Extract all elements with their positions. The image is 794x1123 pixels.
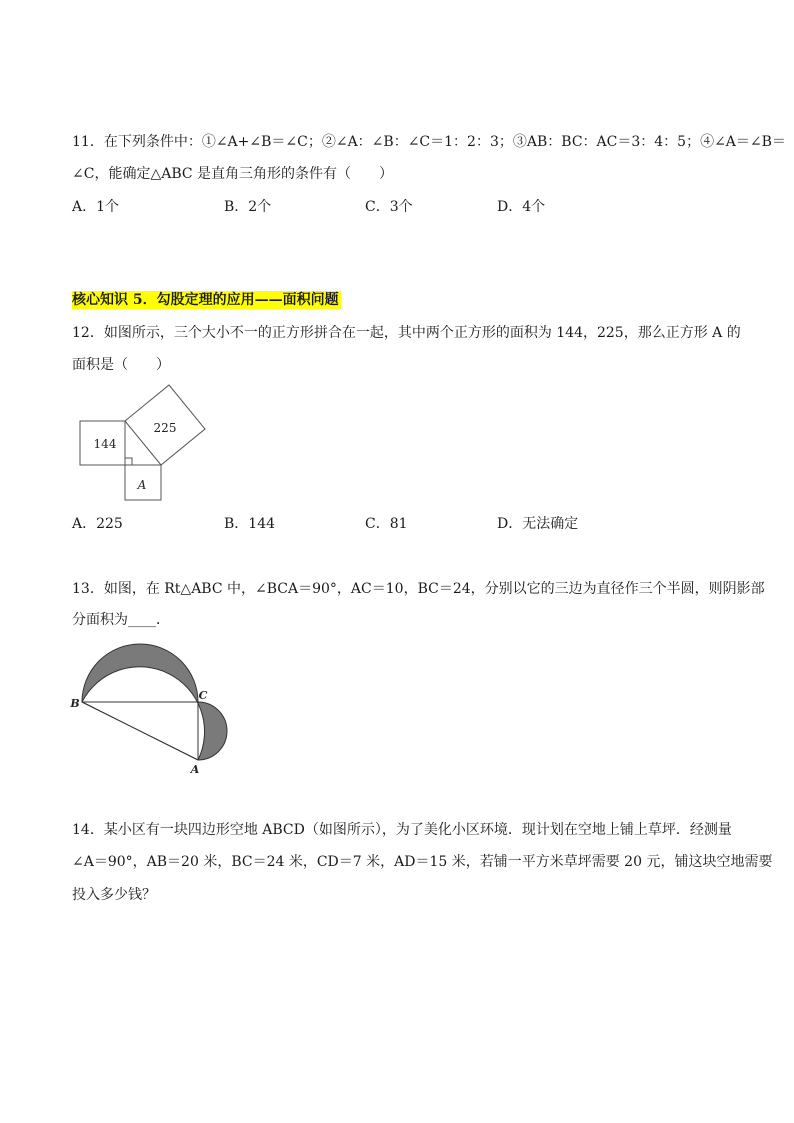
q12-option-d: D．无法确定 bbox=[497, 516, 579, 532]
q12-line-2: 面积是（ ） bbox=[72, 357, 170, 373]
q11-option-c: C．3个 bbox=[365, 199, 413, 215]
q13-line-1: 13．如图，在 Rt△ABC 中，∠BCA＝90°，AC＝10，BC＝24，分别以它的三边为直径作三个半圆，则阴影部 bbox=[72, 581, 765, 597]
label-a: A bbox=[137, 478, 147, 492]
q14-line-1: 14．某小区有一块四边形空地 ABCD（如图所示），为了美化小区环境．现计划在空地上铺上草坪．经测量 bbox=[72, 822, 732, 838]
q12-option-b: B．144 bbox=[224, 516, 276, 532]
q11-line-1: 11．在下列条件中：①∠A+∠B＝∠C；②∠A：∠B：∠C＝1：2：3；③AB：BC：AC＝3：4：5；④∠A＝∠B＝ bbox=[72, 134, 786, 150]
q11-option-b: B．2个 bbox=[224, 199, 272, 215]
label-225: 225 bbox=[153, 421, 177, 435]
q13-line-2: 分面积为____． bbox=[72, 612, 170, 628]
label-144: 144 bbox=[93, 437, 117, 451]
q12-option-c: C．81 bbox=[365, 516, 408, 532]
q13-semicircles-figure bbox=[68, 636, 232, 778]
q14-line-2: ∠A＝90°，AB＝20 米，BC＝24 米，CD＝7 米，AD＝15 米，若铺一平方米草坪需要 20 元，铺这块空地需要 bbox=[72, 854, 773, 870]
q11-option-d: D．4个 bbox=[497, 199, 546, 215]
q12-line-1: 12．如图所示，三个大小不一的正方形拼合在一起，其中两个正方形的面积为 144，225，那么正方形 A 的 bbox=[72, 325, 741, 341]
q11-line-2: ∠C，能确定△ABC 是直角三角形的条件有（ ） bbox=[72, 166, 394, 182]
q12-option-a: A．225 bbox=[72, 516, 123, 532]
q11-option-a: A．1个 bbox=[72, 199, 120, 215]
right-angle-mark bbox=[125, 458, 132, 465]
section-header: 核心知识 5．勾股定理的应用——面积问题 bbox=[72, 292, 339, 308]
label-c: C bbox=[198, 689, 208, 702]
label-a: A bbox=[190, 763, 200, 776]
q14-line-3: 投入多少钱？ bbox=[72, 887, 156, 903]
label-b: B bbox=[70, 697, 80, 710]
q12-squares-figure bbox=[72, 380, 212, 505]
